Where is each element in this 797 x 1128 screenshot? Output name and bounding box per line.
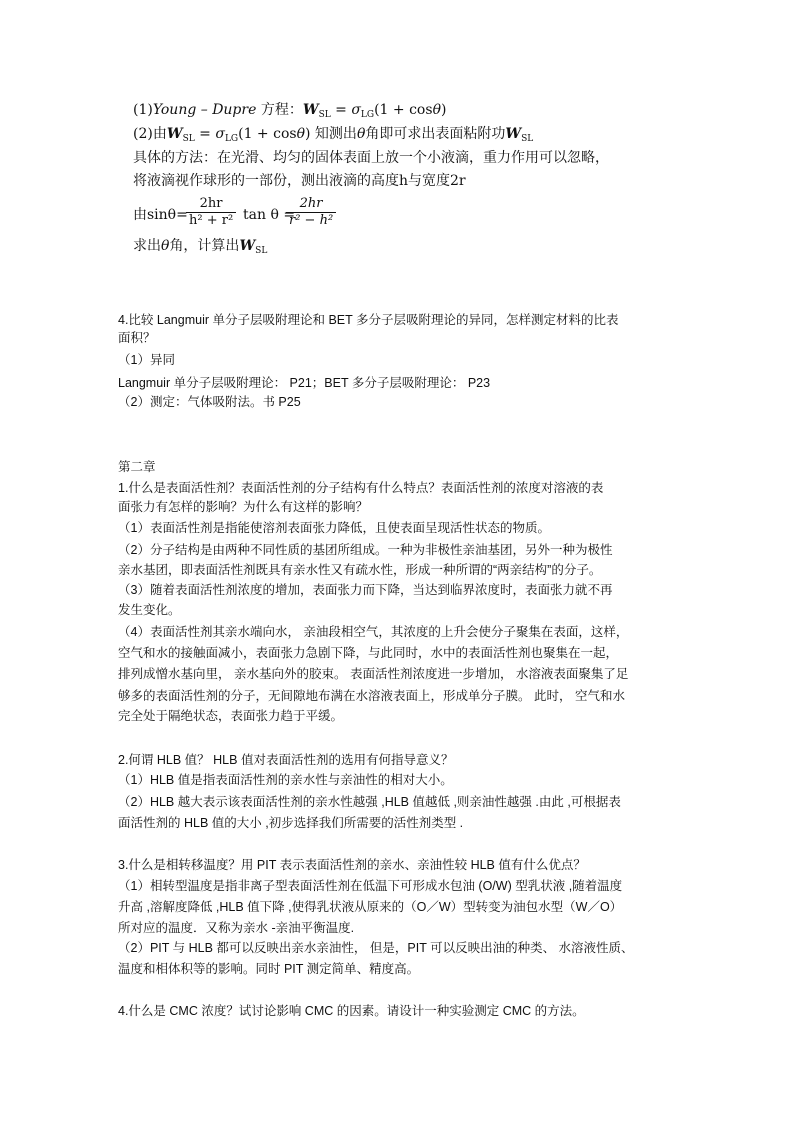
question-title: 3.什么是相转移温度？用 PIT 表示表面活性剂的亲水、亲油性较 HLB 值有什么优点？ <box>118 858 586 872</box>
answer-line: 温度和相体积等的影响。同时 PIT 测定简单、精度高。 <box>118 962 420 976</box>
formula-line-method: 具体的方法：在光滑、均匀的固体表面上放一个小液滴，重力作用可以忽略， <box>133 150 609 166</box>
answer-line: 面活性剂的 HLB 值的大小 ,初步选择我们所需要的活性剂类型 . <box>118 816 464 830</box>
answer-line: （2）HLB 越大表示该表面活性剂的亲水性越强 ,HLB 值越低 ,则亲油性越强 .由此 ,可根据表 <box>118 795 621 809</box>
answer-line: 所对应的温度．又称为亲水 -亲油平衡温度. <box>118 921 355 935</box>
question-title: 1.什么是表面活性剂？表面活性剂的分子结构有什么特点？表面活性剂的浓度对溶液的表 <box>118 481 604 495</box>
answer-line: （1）相转型温度是指非离子型表面活性剂在低温下可形成水包油 (O/W) 型乳状液 ,随着温度 <box>118 879 623 893</box>
formula-line-droplet: 将液滴视作球形的一部份，测出液滴的高度h与宽度2r <box>133 173 466 189</box>
answer-line: 升高 ,溶解度降低 ,HLB 值下降 ,使得乳状液从原来的（O／W）型转变为油包水型（W／O） <box>118 900 623 914</box>
answer-line: 发生变化。 <box>118 603 181 617</box>
tan-denominator: r² − h² <box>289 213 334 228</box>
answer-line: 排列成憎水基向里， 亲水基向外的胶束。 表面活性剂浓度进一步增加， 水溶液表面聚集了足 <box>118 667 629 681</box>
question-title: 4.什么是 CMC 浓度？试讨论影响 CMC 的因素。请设计一种实验测定 CMC 的方法。 <box>118 1004 585 1018</box>
sin-numerator: 2hr <box>199 196 223 211</box>
sin-denominator: h² + r² <box>189 213 234 228</box>
answer-line: （2）分子结构是由两种不同性质的基团所组成。一种为非极性亲油基团，另外一种为极性 <box>118 543 613 557</box>
formula-line-result: 求出θ角，计算出$W_{SL}$ <box>133 238 268 256</box>
answer-line: （2）测定：气体吸附法。书 P25 <box>118 395 301 409</box>
answer-line: Langmuir 单分子层吸附理论： P21；BET 多分子层吸附理论： P23 <box>118 376 491 390</box>
answer-line: 够多的表面活性剂的分子，无间隙地布满在水溶液表面上，形成单分子膜。 此时， 空气和水 <box>118 689 625 703</box>
answer-line: （1）表面活性剂是指能使溶剂表面张力降低，且使表面呈现活性状态的物质。 <box>118 521 550 535</box>
question-title: 4.比较 Langmuir 单分子层吸附理论和 BET 多分子层吸附理论的异同，怎样测定材料的比表 <box>118 313 619 327</box>
question-title-cont: 面积？ <box>118 331 156 345</box>
answer-line: 完全处于隔绝状态，表面张力趋于平缓。 <box>118 709 344 723</box>
sin-fraction <box>186 196 236 229</box>
question-title-cont: 面张力有怎样的影响？为什么有这样的影响？ <box>118 500 369 514</box>
tan-fraction <box>286 196 336 229</box>
answer-line: （3）随着表面活性剂浓度的增加，表面张力而下降，当达到临界浓度时，表面张力就不再 <box>118 583 613 597</box>
question-title: 2.何谓 HLB 值？ HLB 值对表面活性剂的选用有何指导意义？ <box>118 753 454 767</box>
formula-sin-prefix: 由sinθ= <box>133 207 188 223</box>
answer-line: 空气和水的接触面减小，表面张力急剧下降，与此同时，水中的表面活性剂也聚集在一起， <box>118 646 619 660</box>
answer-line: （4）表面活性剂其亲水端向水， 亲油段相空气，其浓度的上升会使分子聚集在表面，这样， <box>118 625 629 639</box>
answer-line: （2）PIT 与 HLB 都可以反映出亲水亲油性， 但是，PIT 可以反映出油的种类、 水溶液性质、 <box>118 941 634 955</box>
formula-line-adhesion: (2)由$W_{SL} = \sigma_{LG}(1 + \cos\theta)$ 知测出θ角即可求出表面粘附功$W_{SL}$ <box>133 126 534 144</box>
tan-numerator: 2hr <box>299 196 323 211</box>
formula-line-young-dupre: (1)Young – Dupre 方程：$W_{SL} = \sigma_{LG}(1 + \cos\theta)$ <box>133 102 447 120</box>
answer-line: 亲水基团，即表面活性剂既具有亲水性又有疏水性，形成一种所谓的“两亲结构”的分子。 <box>118 563 602 577</box>
answer-line: （1）HLB 值是指表面活性剂的亲水性与亲油性的相对大小。 <box>118 773 453 787</box>
formula-tan-prefix: tan θ = <box>243 207 296 223</box>
answer-line: （1）异同 <box>118 353 175 367</box>
chapter-heading: 第二章 <box>118 460 156 474</box>
